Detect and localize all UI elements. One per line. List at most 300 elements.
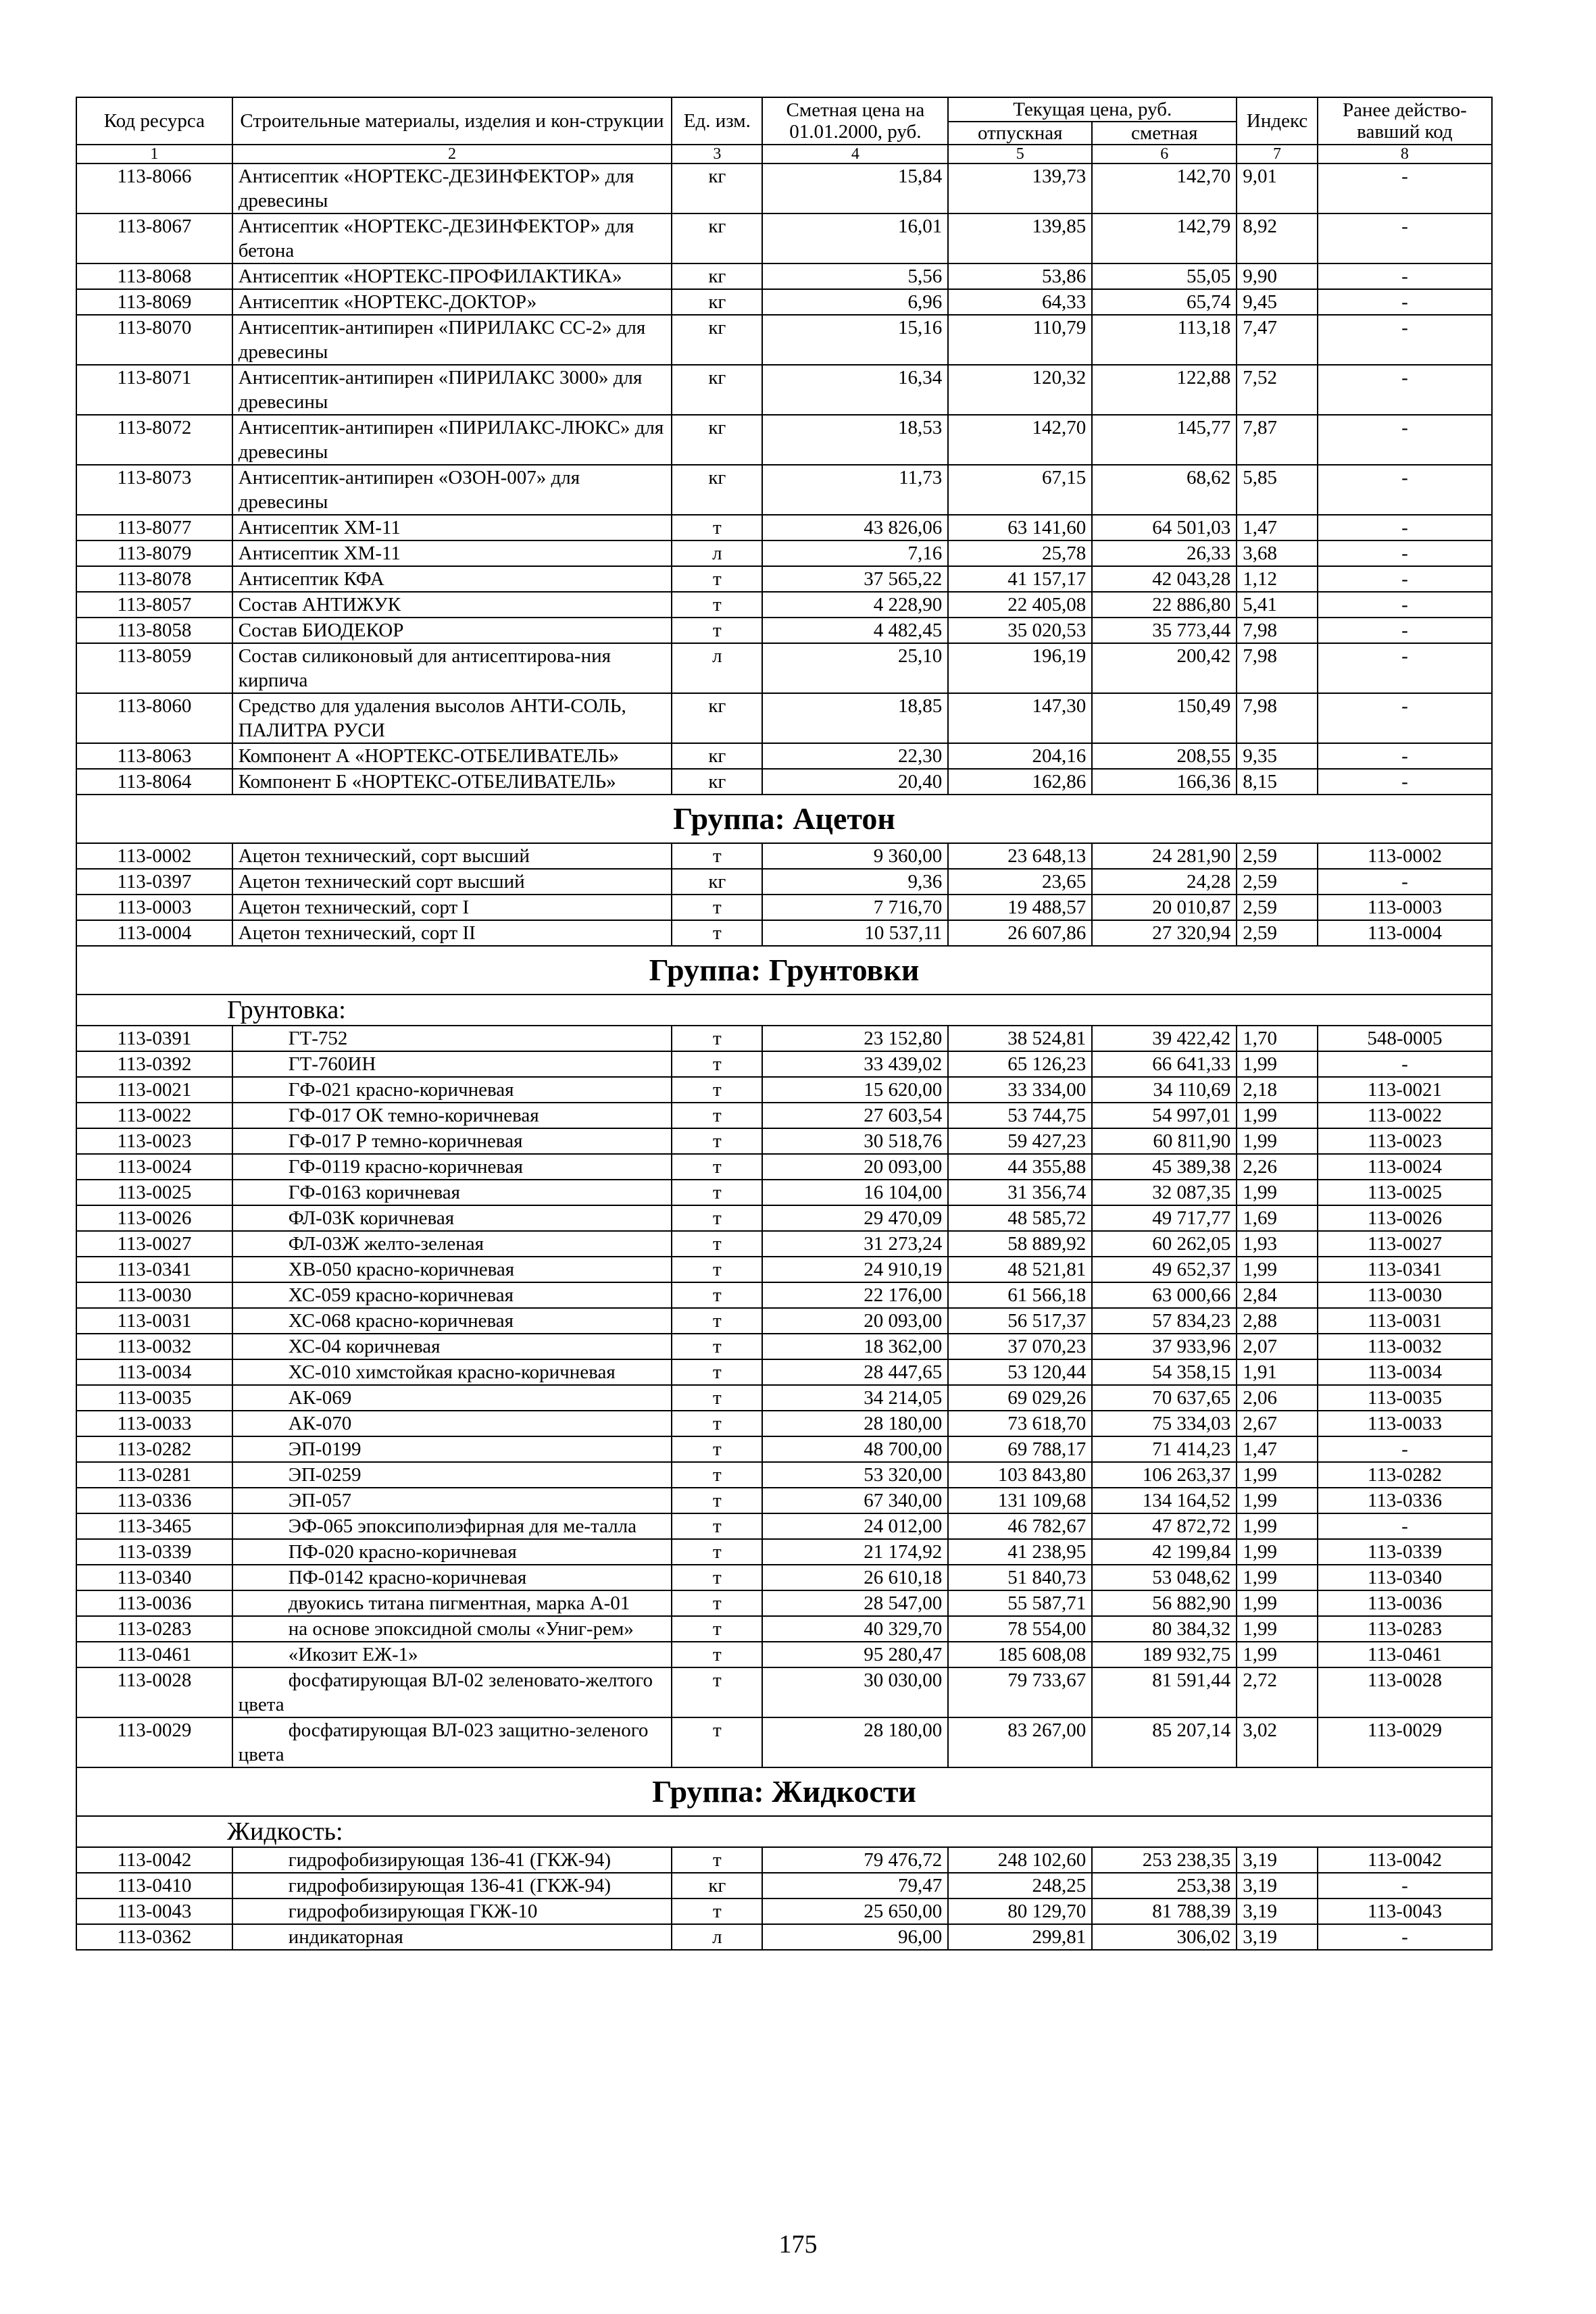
previous-code: 113-0036 — [1318, 1590, 1492, 1616]
table-row — [76, 693, 1492, 743]
table-row — [76, 1642, 1492, 1667]
unit-of-measure: т — [672, 1334, 762, 1359]
price-index: 2,59 — [1237, 869, 1318, 895]
resource-code: 113-0336 — [76, 1488, 232, 1513]
price-index: 1,47 — [1237, 515, 1318, 540]
estimate-price: 39 422,42 — [1092, 1026, 1237, 1051]
price-index: 9,35 — [1237, 743, 1318, 769]
base-price: 34 214,05 — [762, 1385, 948, 1411]
header-unit: Ед. изм. — [672, 97, 762, 145]
base-price: 40 329,70 — [762, 1616, 948, 1642]
unit-of-measure: т — [672, 1282, 762, 1308]
release-price: 22 405,08 — [948, 592, 1092, 618]
material-name: гидрофобизирующая ГКЖ-10 — [232, 1898, 672, 1924]
material-name: ГТ-760ИН — [232, 1051, 672, 1077]
base-price: 6,96 — [762, 289, 948, 315]
material-name: Антисептик ХМ-11 — [232, 540, 672, 566]
unit-of-measure: кг — [672, 693, 762, 743]
price-index: 7,87 — [1237, 415, 1318, 465]
price-index: 1,93 — [1237, 1231, 1318, 1257]
release-price: 248 102,60 — [948, 1847, 1092, 1873]
material-name: Антисептик «НОРТЕКС-ДОКТОР» — [232, 289, 672, 315]
previous-code: - — [1318, 693, 1492, 743]
resource-code: 113-0025 — [76, 1180, 232, 1205]
table-row — [76, 1616, 1492, 1642]
estimate-price: 122,88 — [1092, 365, 1237, 415]
base-price: 31 273,24 — [762, 1231, 948, 1257]
unit-of-measure: т — [672, 1411, 762, 1436]
subgroup-heading-row — [76, 995, 1492, 1026]
estimate-price: 65,74 — [1092, 289, 1237, 315]
unit-of-measure: кг — [672, 213, 762, 263]
table-row — [76, 1205, 1492, 1231]
resource-code: 113-0397 — [76, 869, 232, 895]
release-price: 59 427,23 — [948, 1128, 1092, 1154]
price-index: 1,99 — [1237, 1180, 1318, 1205]
estimate-price: 75 334,03 — [1092, 1411, 1237, 1436]
base-price: 18 362,00 — [762, 1334, 948, 1359]
resource-code: 113-0027 — [76, 1231, 232, 1257]
base-price: 18,85 — [762, 693, 948, 743]
table-row — [76, 1847, 1492, 1873]
header-code: Код ресурса — [76, 97, 232, 145]
release-price: 48 585,72 — [948, 1205, 1092, 1231]
price-index: 7,47 — [1237, 315, 1318, 365]
material-name: Антисептик «НОРТЕКС-ДЕЗИНФЕКТОР» для бетона — [232, 213, 672, 263]
estimate-price: 166,36 — [1092, 769, 1237, 795]
table-row — [76, 1873, 1492, 1898]
base-price: 30 518,76 — [762, 1128, 948, 1154]
base-price: 25 650,00 — [762, 1898, 948, 1924]
estimate-price: 85 207,14 — [1092, 1717, 1237, 1767]
release-price: 120,32 — [948, 365, 1092, 415]
base-price: 79 476,72 — [762, 1847, 948, 1873]
previous-code: 113-0028 — [1318, 1667, 1492, 1717]
unit-of-measure: кг — [672, 769, 762, 795]
previous-code: 113-0022 — [1318, 1103, 1492, 1128]
resource-code: 113-8060 — [76, 693, 232, 743]
table-row — [76, 895, 1492, 920]
estimate-price: 56 882,90 — [1092, 1590, 1237, 1616]
page-number: 175 — [778, 2230, 818, 2259]
price-index: 2,59 — [1237, 920, 1318, 946]
material-name: Состав АНТИЖУК — [232, 592, 672, 618]
price-index: 2,67 — [1237, 1411, 1318, 1436]
resource-code: 113-0028 — [76, 1667, 232, 1717]
base-price: 15 620,00 — [762, 1077, 948, 1103]
resource-code: 113-0030 — [76, 1282, 232, 1308]
table-row — [76, 1924, 1492, 1950]
price-index: 1,99 — [1237, 1488, 1318, 1513]
resource-code: 113-0032 — [76, 1334, 232, 1359]
release-price: 185 608,08 — [948, 1642, 1092, 1667]
price-index: 1,99 — [1237, 1462, 1318, 1488]
estimate-price: 64 501,03 — [1092, 515, 1237, 540]
previous-code: - — [1318, 1513, 1492, 1539]
estimate-price: 63 000,66 — [1092, 1282, 1237, 1308]
estimate-price: 20 010,87 — [1092, 895, 1237, 920]
price-index: 1,99 — [1237, 1616, 1318, 1642]
table-row — [76, 1898, 1492, 1924]
price-index: 2,59 — [1237, 895, 1318, 920]
unit-of-measure: кг — [672, 415, 762, 465]
previous-code: 113-0031 — [1318, 1308, 1492, 1334]
base-price: 96,00 — [762, 1924, 948, 1950]
base-price: 48 700,00 — [762, 1436, 948, 1462]
material-name: ЭП-057 — [232, 1488, 672, 1513]
release-price: 110,79 — [948, 315, 1092, 365]
table-row — [76, 843, 1492, 869]
unit-of-measure: т — [672, 1154, 762, 1180]
estimate-price: 81 591,44 — [1092, 1667, 1237, 1717]
table-row — [76, 1103, 1492, 1128]
price-index: 1,99 — [1237, 1590, 1318, 1616]
unit-of-measure: т — [672, 920, 762, 946]
release-price: 48 521,81 — [948, 1257, 1092, 1282]
table-row — [76, 1462, 1492, 1488]
release-price: 162,86 — [948, 769, 1092, 795]
previous-code: - — [1318, 769, 1492, 795]
release-price: 33 334,00 — [948, 1077, 1092, 1103]
unit-of-measure: т — [672, 1513, 762, 1539]
material-name: Антисептик «НОРТЕКС-ПРОФИЛАКТИКА» — [232, 263, 672, 289]
material-name: Антисептик-антипирен «ПИРИЛАКС СС-2» для древесины — [232, 315, 672, 365]
previous-code: - — [1318, 566, 1492, 592]
material-name: фосфатирующая ВЛ-02 зеленовато-желтого цвета — [232, 1667, 672, 1717]
col-number: 5 — [948, 145, 1092, 164]
base-price: 15,84 — [762, 164, 948, 213]
resource-code: 113-8072 — [76, 415, 232, 465]
resource-code: 113-0035 — [76, 1385, 232, 1411]
col-number: 4 — [762, 145, 948, 164]
previous-code: 113-0003 — [1318, 895, 1492, 920]
table-row — [76, 769, 1492, 795]
table-row — [76, 315, 1492, 365]
previous-code: - — [1318, 365, 1492, 415]
estimate-price: 200,42 — [1092, 643, 1237, 693]
base-price: 37 565,22 — [762, 566, 948, 592]
release-price: 67,15 — [948, 465, 1092, 515]
material-name: ЭФ-065 эпоксиполиэфирная для ме-талла — [232, 1513, 672, 1539]
resource-code: 113-0340 — [76, 1565, 232, 1590]
previous-code: 113-0042 — [1318, 1847, 1492, 1873]
resource-code: 113-8079 — [76, 540, 232, 566]
base-price: 53 320,00 — [762, 1462, 948, 1488]
unit-of-measure: т — [672, 1205, 762, 1231]
estimate-price: 71 414,23 — [1092, 1436, 1237, 1462]
base-price: 24 910,19 — [762, 1257, 948, 1282]
price-index: 1,70 — [1237, 1026, 1318, 1051]
base-price: 43 826,06 — [762, 515, 948, 540]
base-price: 30 030,00 — [762, 1667, 948, 1717]
table-row — [76, 515, 1492, 540]
table-row — [76, 1231, 1492, 1257]
base-price: 23 152,80 — [762, 1026, 948, 1051]
price-index: 1,47 — [1237, 1436, 1318, 1462]
table-row — [76, 415, 1492, 465]
header-base-price: Сметная цена на 01.01.2000, руб. — [762, 97, 948, 145]
unit-of-measure: т — [672, 618, 762, 643]
previous-code: - — [1318, 1051, 1492, 1077]
table-row — [76, 1513, 1492, 1539]
price-index: 1,99 — [1237, 1128, 1318, 1154]
unit-of-measure: л — [672, 540, 762, 566]
estimate-price: 49 652,37 — [1092, 1257, 1237, 1282]
unit-of-measure: кг — [672, 1873, 762, 1898]
unit-of-measure: т — [672, 1590, 762, 1616]
price-index: 3,19 — [1237, 1873, 1318, 1898]
table-row — [76, 213, 1492, 263]
estimate-price: 49 717,77 — [1092, 1205, 1237, 1231]
table-row — [76, 365, 1492, 415]
release-price: 31 356,74 — [948, 1180, 1092, 1205]
previous-code: 113-0021 — [1318, 1077, 1492, 1103]
estimate-price: 54 358,15 — [1092, 1359, 1237, 1385]
col-number: 6 — [1092, 145, 1237, 164]
release-price: 139,85 — [948, 213, 1092, 263]
estimate-price: 208,55 — [1092, 743, 1237, 769]
previous-code: 113-0032 — [1318, 1334, 1492, 1359]
base-price: 4 228,90 — [762, 592, 948, 618]
previous-code: 113-0002 — [1318, 843, 1492, 869]
resource-code: 113-0031 — [76, 1308, 232, 1334]
price-index: 7,52 — [1237, 365, 1318, 415]
previous-code: - — [1318, 540, 1492, 566]
material-name: Ацетон технический, сорт высший — [232, 843, 672, 869]
estimate-price: 142,79 — [1092, 213, 1237, 263]
header-name: Строительные материалы, изделия и кон-струкции — [232, 97, 672, 145]
material-name: Антисептик «НОРТЕКС-ДЕЗИНФЕКТОР» для древесины — [232, 164, 672, 213]
price-index: 7,98 — [1237, 693, 1318, 743]
release-price: 44 355,88 — [948, 1154, 1092, 1180]
estimate-price: 47 872,72 — [1092, 1513, 1237, 1539]
unit-of-measure: т — [672, 566, 762, 592]
previous-code: 113-0029 — [1318, 1717, 1492, 1767]
resource-code: 113-8058 — [76, 618, 232, 643]
resource-code: 113-0004 — [76, 920, 232, 946]
header-prev-code: Ранее действо-вавший код — [1318, 97, 1492, 145]
table-row — [76, 1436, 1492, 1462]
resource-code: 113-8057 — [76, 592, 232, 618]
table-row — [76, 1411, 1492, 1436]
material-name: Антисептик-антипирен «ПИРИЛАКС-ЛЮКС» для древесины — [232, 415, 672, 465]
release-price: 23 648,13 — [948, 843, 1092, 869]
previous-code: 113-0025 — [1318, 1180, 1492, 1205]
previous-code: - — [1318, 164, 1492, 213]
base-price: 28 180,00 — [762, 1411, 948, 1436]
base-price: 33 439,02 — [762, 1051, 948, 1077]
previous-code: - — [1318, 263, 1492, 289]
price-index: 7,98 — [1237, 618, 1318, 643]
release-price: 139,73 — [948, 164, 1092, 213]
price-index: 1,69 — [1237, 1205, 1318, 1231]
resource-code: 113-8069 — [76, 289, 232, 315]
unit-of-measure: т — [672, 1180, 762, 1205]
table-row — [76, 643, 1492, 693]
table-row — [76, 1334, 1492, 1359]
material-name: Средство для удаления высолов АНТИ-СОЛЬ, ПАЛИТРА РУСИ — [232, 693, 672, 743]
group-heading-row — [76, 946, 1492, 995]
release-price: 64,33 — [948, 289, 1092, 315]
estimate-price: 60 262,05 — [1092, 1231, 1237, 1257]
estimate-price: 22 886,80 — [1092, 592, 1237, 618]
unit-of-measure: кг — [672, 743, 762, 769]
base-price: 5,56 — [762, 263, 948, 289]
release-price: 58 889,92 — [948, 1231, 1092, 1257]
estimate-price: 80 384,32 — [1092, 1616, 1237, 1642]
unit-of-measure: л — [672, 1924, 762, 1950]
base-price: 67 340,00 — [762, 1488, 948, 1513]
release-price: 103 843,80 — [948, 1462, 1092, 1488]
material-name: индикаторная — [232, 1924, 672, 1950]
table-row — [76, 1590, 1492, 1616]
table-row — [76, 618, 1492, 643]
release-price: 69 788,17 — [948, 1436, 1092, 1462]
material-name: ФЛ-03К коричневая — [232, 1205, 672, 1231]
price-index: 9,01 — [1237, 164, 1318, 213]
unit-of-measure: т — [672, 1898, 762, 1924]
table-row — [76, 1180, 1492, 1205]
resource-code: 113-0042 — [76, 1847, 232, 1873]
table-row — [76, 1565, 1492, 1590]
base-price: 16 104,00 — [762, 1180, 948, 1205]
subgroup-heading-row — [76, 1816, 1492, 1847]
release-price: 25,78 — [948, 540, 1092, 566]
estimate-price: 24,28 — [1092, 869, 1237, 895]
resource-code: 113-0281 — [76, 1462, 232, 1488]
material-name: ХС-010 химстойкая красно-коричневая — [232, 1359, 672, 1385]
release-price: 35 020,53 — [948, 618, 1092, 643]
resource-code: 113-8067 — [76, 213, 232, 263]
price-index: 2,07 — [1237, 1334, 1318, 1359]
release-price: 38 524,81 — [948, 1026, 1092, 1051]
table-row — [76, 1026, 1492, 1051]
base-price: 10 537,11 — [762, 920, 948, 946]
price-index: 9,90 — [1237, 263, 1318, 289]
unit-of-measure: т — [672, 1539, 762, 1565]
col-number: 1 — [76, 145, 232, 164]
base-price: 7 716,70 — [762, 895, 948, 920]
unit-of-measure: т — [672, 1436, 762, 1462]
base-price: 28 180,00 — [762, 1717, 948, 1767]
unit-of-measure: кг — [672, 365, 762, 415]
material-name: ГФ-021 красно-коричневая — [232, 1077, 672, 1103]
previous-code: 113-0027 — [1318, 1231, 1492, 1257]
resource-code: 113-0034 — [76, 1359, 232, 1385]
previous-code: 113-0026 — [1318, 1205, 1492, 1231]
previous-code: - — [1318, 465, 1492, 515]
material-name: АК-069 — [232, 1385, 672, 1411]
release-price: 79 733,67 — [948, 1667, 1092, 1717]
price-index: 2,26 — [1237, 1154, 1318, 1180]
unit-of-measure: т — [672, 1717, 762, 1767]
price-index: 1,99 — [1237, 1257, 1318, 1282]
base-price: 26 610,18 — [762, 1565, 948, 1590]
release-price: 26 607,86 — [948, 920, 1092, 946]
price-index: 1,91 — [1237, 1359, 1318, 1385]
material-name: «Икозит ЕЖ-1» — [232, 1642, 672, 1667]
resource-code: 113-8064 — [76, 769, 232, 795]
base-price: 16,34 — [762, 365, 948, 415]
table-row — [76, 1385, 1492, 1411]
resource-code: 113-0029 — [76, 1717, 232, 1767]
release-price: 196,19 — [948, 643, 1092, 693]
material-name: Состав силиконовый для антисептирова-ния кирпича — [232, 643, 672, 693]
table-row — [76, 920, 1492, 946]
release-price: 131 109,68 — [948, 1488, 1092, 1513]
material-name: ЭП-0259 — [232, 1462, 672, 1488]
unit-of-measure: кг — [672, 164, 762, 213]
resource-code: 113-8066 — [76, 164, 232, 213]
unit-of-measure: кг — [672, 869, 762, 895]
base-price: 95 280,47 — [762, 1642, 948, 1667]
estimate-price: 66 641,33 — [1092, 1051, 1237, 1077]
material-name: ПФ-020 красно-коричневая — [232, 1539, 672, 1565]
price-table — [76, 97, 1493, 1951]
material-name: ГФ-0163 коричневая — [232, 1180, 672, 1205]
base-price: 18,53 — [762, 415, 948, 465]
unit-of-measure: т — [672, 1128, 762, 1154]
resource-code: 113-0410 — [76, 1873, 232, 1898]
table-row — [76, 540, 1492, 566]
release-price: 80 129,70 — [948, 1898, 1092, 1924]
table-row — [76, 1308, 1492, 1334]
estimate-price: 68,62 — [1092, 465, 1237, 515]
unit-of-measure: л — [672, 643, 762, 693]
table-row — [76, 1077, 1492, 1103]
previous-code: - — [1318, 515, 1492, 540]
price-index: 2,18 — [1237, 1077, 1318, 1103]
material-name: Ацетон технический, сорт II — [232, 920, 672, 946]
table-row — [76, 1154, 1492, 1180]
price-index: 2,88 — [1237, 1308, 1318, 1334]
base-price: 22,30 — [762, 743, 948, 769]
unit-of-measure: кг — [672, 289, 762, 315]
previous-code: 113-0283 — [1318, 1616, 1492, 1642]
price-index: 1,99 — [1237, 1513, 1318, 1539]
previous-code: 113-0282 — [1318, 1462, 1492, 1488]
base-price: 7,16 — [762, 540, 948, 566]
resource-code: 113-0002 — [76, 843, 232, 869]
previous-code: - — [1318, 618, 1492, 643]
material-name: Компонент А «НОРТЕКС-ОТБЕЛИВАТЕЛЬ» — [232, 743, 672, 769]
table-row — [76, 1128, 1492, 1154]
estimate-price: 24 281,90 — [1092, 843, 1237, 869]
previous-code: 113-0339 — [1318, 1539, 1492, 1565]
previous-code: 113-0024 — [1318, 1154, 1492, 1180]
previous-code: - — [1318, 869, 1492, 895]
estimate-price: 189 932,75 — [1092, 1642, 1237, 1667]
previous-code: 113-0336 — [1318, 1488, 1492, 1513]
unit-of-measure: т — [672, 843, 762, 869]
material-name: Антисептик КФА — [232, 566, 672, 592]
table-row — [76, 1539, 1492, 1565]
base-price: 20 093,00 — [762, 1154, 948, 1180]
estimate-price: 70 637,65 — [1092, 1385, 1237, 1411]
base-price: 4 482,45 — [762, 618, 948, 643]
previous-code: 113-0341 — [1318, 1257, 1492, 1282]
material-name: Ацетон технический сорт высший — [232, 869, 672, 895]
resource-code: 113-0341 — [76, 1257, 232, 1282]
price-index: 2,06 — [1237, 1385, 1318, 1411]
group-heading-row — [76, 1767, 1492, 1816]
estimate-price: 57 834,23 — [1092, 1308, 1237, 1334]
header-current-price: Текущая цена, руб. — [948, 97, 1237, 122]
table-row — [76, 1359, 1492, 1385]
release-price: 147,30 — [948, 693, 1092, 743]
unit-of-measure: т — [672, 1051, 762, 1077]
estimate-price: 45 389,38 — [1092, 1154, 1237, 1180]
